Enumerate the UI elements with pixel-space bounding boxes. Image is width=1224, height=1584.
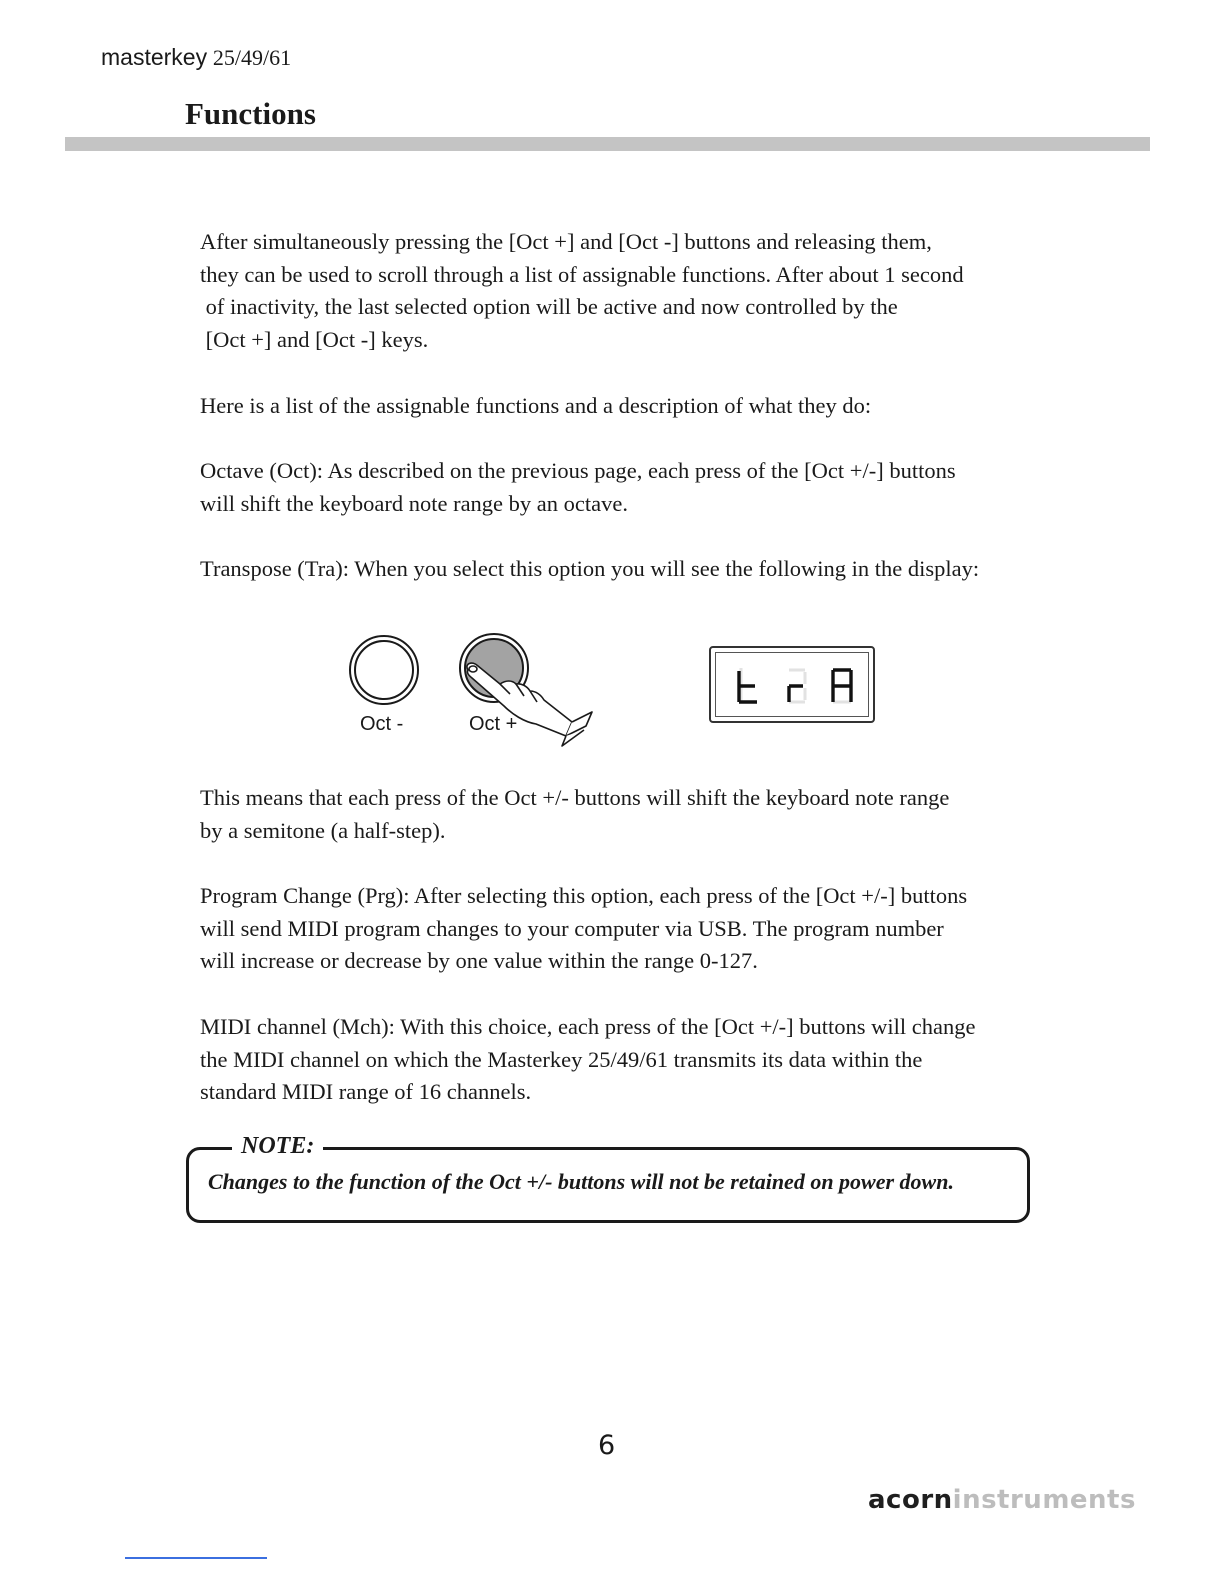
text-line: will send MIDI program changes to your computer via USB. The program number xyxy=(200,915,944,941)
text-line: Here is a list of the assignable functions and a description of what they do: xyxy=(200,393,872,418)
display-glyph-r xyxy=(789,670,805,702)
bottom-rule xyxy=(125,1557,267,1559)
text-line: This means that each press of the Oct +/- buttons will shift the keyboard note range xyxy=(200,785,950,810)
text-line: After simultaneously pressing the [Oct +] and [Oct -] buttons and releasing them, xyxy=(200,229,932,254)
text-line: standard MIDI range of 16 channels. xyxy=(200,1079,532,1105)
midi-channel-paragraph xyxy=(200,1011,976,1109)
text-line: MIDI channel (Mch): With this choice, each press of the [Oct +/-] buttons will change xyxy=(200,1014,976,1039)
page-number: 6 xyxy=(598,1430,616,1461)
led-display xyxy=(709,646,875,723)
oct-minus-button xyxy=(350,636,418,704)
text-line: [Oct +] and [Oct -] keys. xyxy=(200,327,429,353)
text-line: will increase or decrease by one value within the range 0-127. xyxy=(200,948,758,974)
text-line: the MIDI channel on which the Masterkey 25/49/61 transmits its data within the xyxy=(200,1046,923,1072)
note-text: Changes to the function of the Oct +/- buttons will not be retained on power down. xyxy=(208,1169,954,1194)
text-line: Octave (Oct): As described on the previous page, each press of the [Oct +/-] buttons xyxy=(200,458,956,483)
list-intro-paragraph xyxy=(200,390,871,423)
display-text xyxy=(711,648,712,649)
title-rule xyxy=(65,137,1150,151)
semitone-paragraph xyxy=(200,782,949,847)
oct-plus-label: Oct + xyxy=(469,713,518,735)
seven-segment-readout xyxy=(711,648,873,721)
brand-part-acorn: acorn xyxy=(868,1485,953,1515)
footer-brand-logo xyxy=(868,1485,1136,1515)
oct-minus-label: Oct - xyxy=(360,713,404,735)
text-line: Transpose (Tra): When you select this option you will see the following in the display: xyxy=(200,556,980,581)
text-line: of inactivity, the last selected option will be active and now controlled by the xyxy=(200,294,898,320)
product-model: 25/49/61 xyxy=(212,45,292,70)
octave-paragraph xyxy=(200,455,956,520)
brand-part-instruments: instruments xyxy=(952,1485,1136,1515)
transpose-paragraph xyxy=(200,553,979,586)
display-glyph-a xyxy=(833,670,851,702)
note-label: NOTE: xyxy=(232,1133,323,1160)
document-header xyxy=(101,44,291,71)
text-line: Program Change (Prg): After selecting this option, each press of the [Oct +/-] buttons xyxy=(200,883,968,908)
section-title: Functions xyxy=(185,96,316,131)
text-line: will shift the keyboard note range by an octave. xyxy=(200,490,628,516)
display-glyph-t xyxy=(739,668,757,702)
transpose-figure xyxy=(340,628,900,753)
product-name: masterkey xyxy=(101,44,208,70)
text-line: by a semitone (a half-step). xyxy=(200,817,446,843)
text-line: they can be used to scroll through a list of assignable functions. After about 1 second xyxy=(200,261,964,287)
intro-paragraph xyxy=(200,226,964,357)
program-change-paragraph xyxy=(200,880,967,978)
